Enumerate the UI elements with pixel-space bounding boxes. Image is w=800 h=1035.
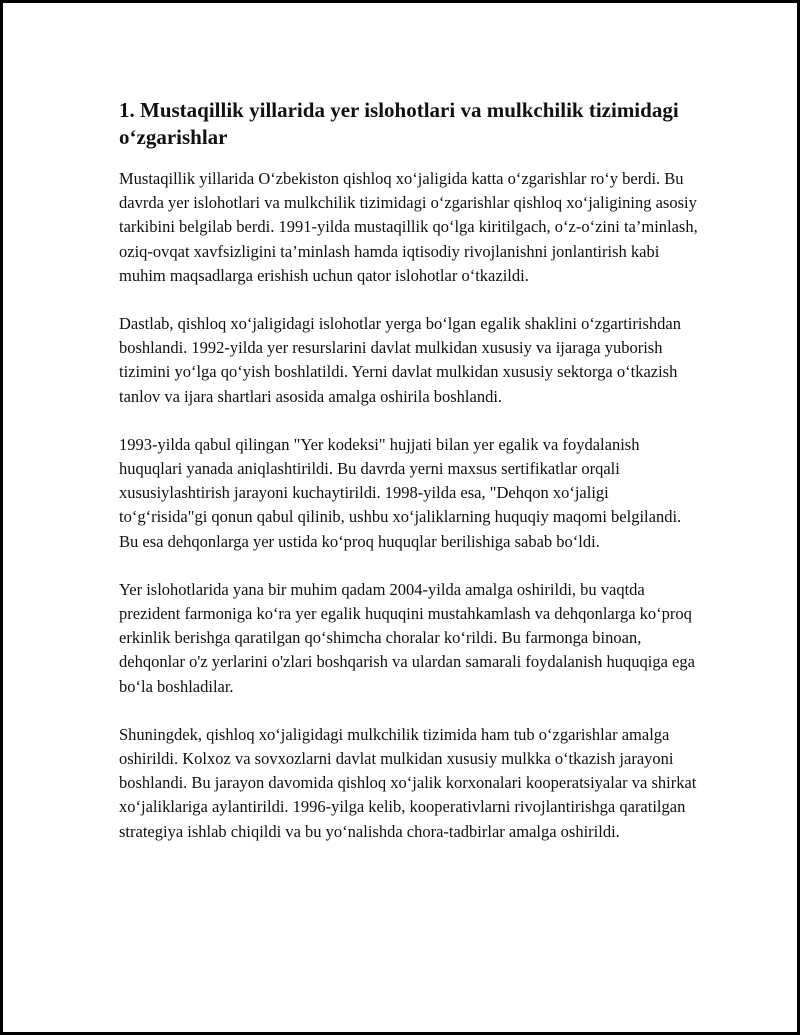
paragraph-2004-decree: Yer islohotlarida yana bir muhim qadam 2004-yilda amalga oshirildi, bu vaqtda prezident farmoniga ko‘ra yer egalik huquqini mustahkamlash va dehqonlarga ko‘proq erkinlik berishga qaratilgan qo‘shimcha choralar ko‘rildi. Bu farmonga binoan, dehqonlar o'z yerlarini o'zlari boshqarish va ulardan samarali foydalanish huquqiga ega bo‘la boshladilar. [119,579,695,696]
paragraph-intro: Mustaqillik yillarida O‘zbekiston qishloq xo‘jaligida katta o‘zgarishlar ro‘y berdi. Bu davrda yer islohotlari va mulkchilik tizimidagi o‘zgarishlar qishloq xo‘jaligining asosiy tarkibini belgilab berdi. 1991-yilda mustaqillik qo‘lga kiritilgach, o‘z-o‘zini ta’minlash, oziq-ovqat xavfsizligini ta’minlash hamda iqtisodiy rivojlanishni jonlantirish kabi muhim maqsadlarga erishish uchun qator islohotlar o‘tkazildi. [119,169,698,285]
paragraph-initial-reforms: Dastlab, qishloq xo‘jaligidagi islohotlar yerga bo‘lgan egalik shaklini o‘zgartirishdan boshlandi. 1992-yilda yer resurslarini davlat mulkidan xususiy va ijaraga yuborish tizimini yo‘lga qo‘yish boshlatildi. Yerni davlat mulkidan xususiy sektorga o‘tkazish tanlov va ijara shartlari asosida amalga oshirila boshlandi. [119,314,681,406]
document-body [119,97,699,868]
section-title: 1. Mustaqillik yillarida yer islohotlari va mulkchilik tizimidagi o‘zgarishlar [119,98,679,149]
paragraph-land-code: 1993-yilda qabul qilingan "Yer kodeksi" hujjati bilan yer egalik va foydalanish huquqlari yanada aniqlashtirildi. Bu davrda yerni maxsus sertifikatlar orqali xususiylashtirish jarayoni kuchaytirildi. 1998-yilda esa, "Dehqon xo‘jaligi to‘g‘risida"gi qonun qabul qilinib, ushbu xo‘jaliklarning huquqiy maqomi belgilandi. Bu esa dehqonlarga yer ustida ko‘proq huquqlar berilishiga sabab bo‘ldi. [119,434,682,551]
paragraph-ownership-changes: Shuningdek, qishloq xo‘jaligidagi mulkchilik tizimida ham tub o‘zgarishlar amalga oshirildi. Kolxoz va sovxozlarni davlat mulkidan xususiy mulkka o‘tkazish jarayoni boshlandi. Bu jarayon davomida qishloq xo‘jalik korxonalari kooperatsiyalar va shirkat xo‘jaliklariga aylantirildi. 1996-yilga kelib, kooperativlarni rivojlantirishga qaratilgan strategiya ishlab chiqildi va bu yo‘nalishda chora-tadbirlar amalga oshirildi. [119,724,697,841]
